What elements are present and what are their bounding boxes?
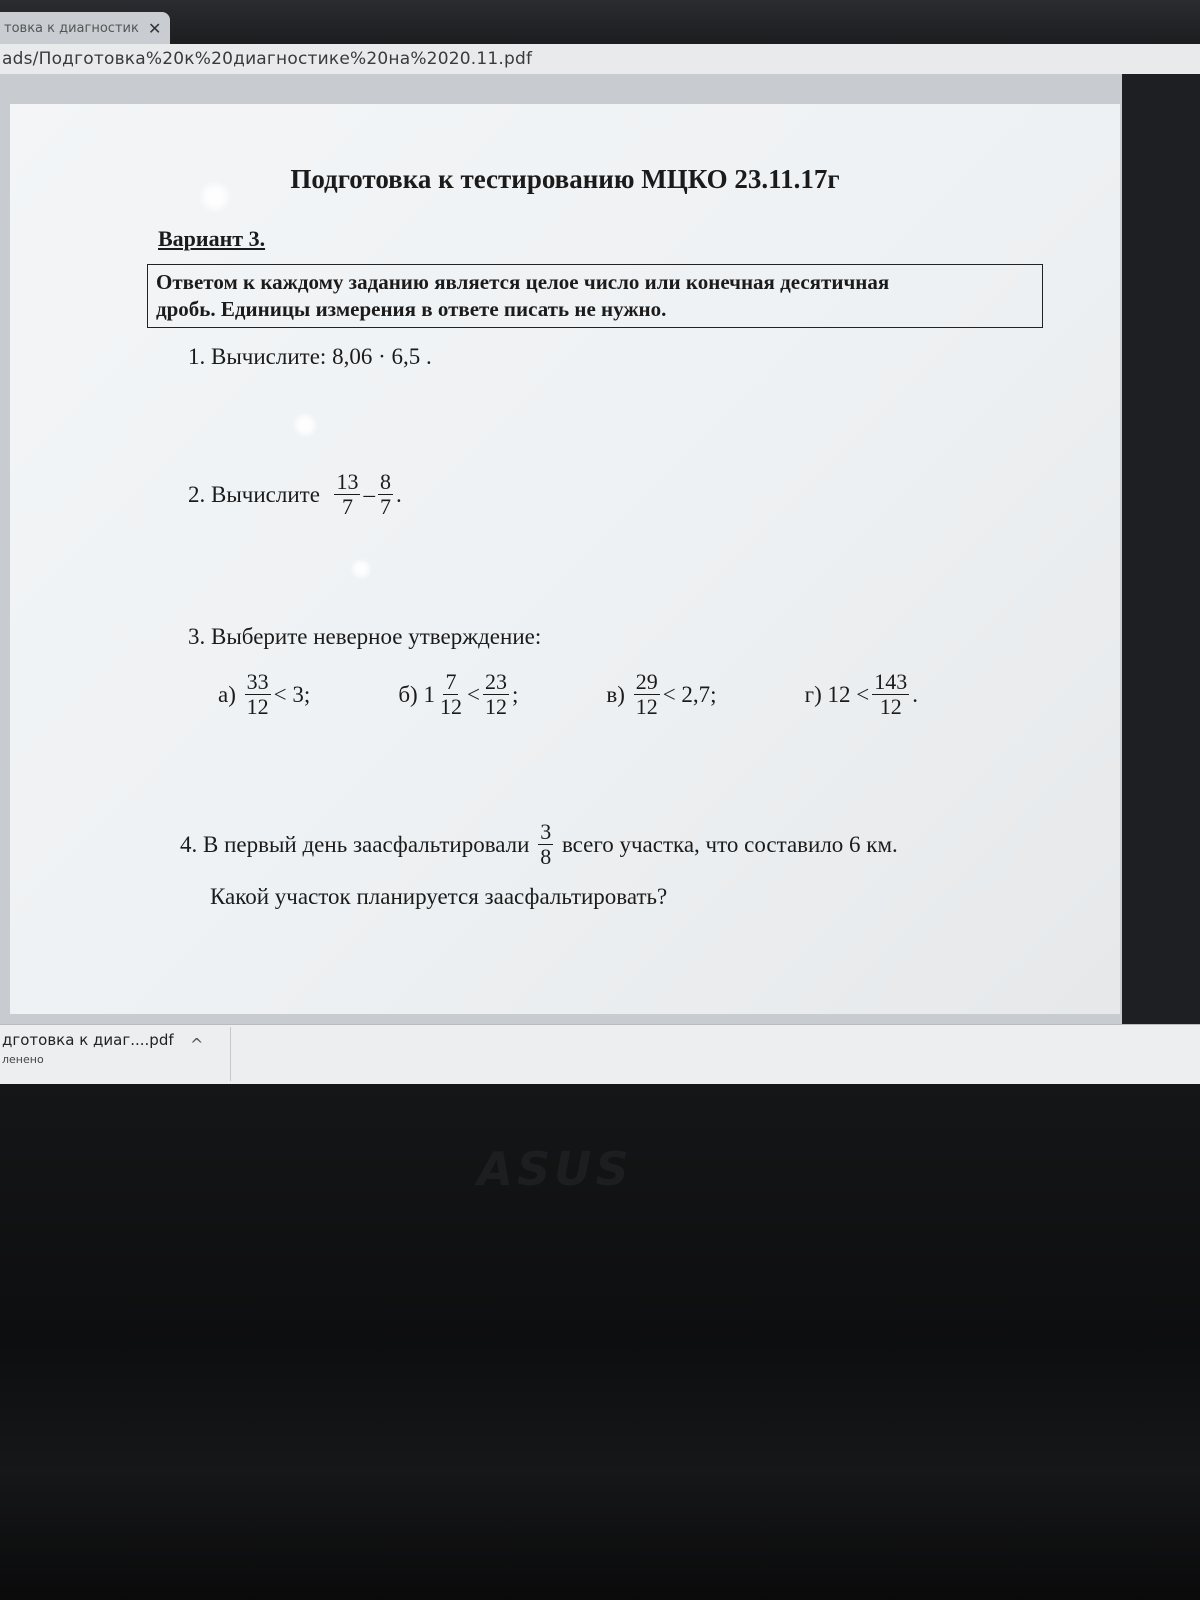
numerator: 13: [336, 469, 359, 494]
task-text: В первый день заасфальтировали: [203, 831, 530, 857]
denominator: 7: [379, 494, 391, 519]
download-file-name[interactable]: дготовка к диаг....pdf: [2, 1031, 174, 1049]
task-text: Выберите неверное утверждение:: [211, 624, 542, 649]
numerator: 7: [445, 669, 457, 694]
instructions-line-1: Ответом к каждому заданию является целое число или конечная десятичная: [156, 270, 890, 294]
tab-title: товка к диагностик: [4, 20, 139, 36]
page-title: Подготовка к тестированию МЦКО 23.11.17г: [290, 164, 840, 194]
denominator: 12: [879, 694, 902, 719]
option-label: г): [804, 681, 822, 707]
fraction: [438, 670, 464, 719]
task-4: [180, 820, 898, 869]
close-icon[interactable]: ✕: [148, 18, 162, 38]
denominator: 8: [540, 844, 552, 869]
fraction: [245, 670, 271, 719]
task-3-options: [218, 670, 918, 719]
option-rest: < 2,7;: [662, 681, 717, 707]
tab-bar: [0, 0, 1200, 44]
task-3: [188, 624, 541, 650]
fraction: [483, 670, 509, 719]
denominator: 12: [246, 694, 269, 719]
glare-spot: [198, 180, 232, 214]
option-b: [398, 670, 518, 719]
denominator: 12: [635, 694, 658, 719]
chevron-up-icon[interactable]: ^: [190, 1035, 204, 1054]
variant-label: Вариант 3.: [158, 226, 266, 251]
numerator: 23: [484, 669, 507, 694]
laptop-bezel: [0, 1084, 1200, 1600]
numerator: 29: [635, 669, 658, 694]
fraction: [378, 470, 393, 519]
numerator: 8: [379, 469, 391, 494]
option-rest: ;: [511, 681, 519, 707]
option-label: в): [606, 681, 625, 707]
punctuation: .: [395, 481, 402, 507]
option-label: а): [218, 681, 236, 707]
task-4-line-2: Какой участок планируется заасфальтировать?: [210, 884, 668, 909]
fraction: [872, 670, 909, 719]
option-prefix: 12 <: [827, 681, 870, 707]
task-text: Вычислите: [211, 481, 320, 507]
instructions-line-2: дробь. Единицы измерения в ответе писать не нужно.: [156, 297, 667, 321]
fraction: [334, 470, 360, 519]
whole-part: 1: [423, 681, 435, 707]
numerator: 33: [246, 669, 269, 694]
task-1: [188, 344, 432, 370]
address-bar[interactable]: [0, 44, 1200, 75]
task-number: 1.: [188, 344, 206, 369]
pdf-page: [10, 104, 1120, 1014]
denominator: 12: [484, 694, 507, 719]
option-g: [805, 670, 918, 719]
brand-logo: ASUS: [477, 1142, 633, 1196]
task-number: 4.: [180, 831, 198, 857]
denominator: 12: [439, 694, 462, 719]
numerator: 143: [874, 669, 908, 694]
instructions-box: [147, 264, 1043, 328]
task-2: [188, 470, 402, 519]
operator: –: [363, 481, 375, 507]
side-panel: [1122, 74, 1200, 1024]
numerator: 3: [540, 819, 552, 844]
fraction: [634, 670, 660, 719]
task-text: Вычислите: 8,06 · 6,5 .: [211, 344, 432, 369]
option-a: [218, 670, 310, 719]
url-text[interactable]: ads/Подготовка%20к%20диагностике%20на%2020.11.pdf: [2, 49, 533, 69]
fraction: [538, 820, 553, 869]
tab-pdf[interactable]: [0, 12, 170, 44]
option-label: б): [398, 681, 418, 707]
option-v: [606, 670, 716, 719]
glare-spot: [350, 558, 372, 580]
download-status: ленено: [2, 1053, 44, 1066]
option-rest: .: [912, 681, 918, 707]
task-number: 2.: [188, 481, 206, 507]
task-text-continued: всего участка, что составило 6 км.: [561, 831, 898, 857]
denominator: 7: [341, 494, 353, 519]
download-bar: [0, 1024, 1200, 1085]
option-rest: < 3;: [273, 681, 311, 707]
download-item[interactable]: [0, 1027, 231, 1081]
operator: <: [466, 681, 480, 707]
glare-spot: [292, 412, 318, 438]
task-number: 3.: [188, 624, 206, 649]
pdf-viewer: [0, 74, 1200, 1024]
